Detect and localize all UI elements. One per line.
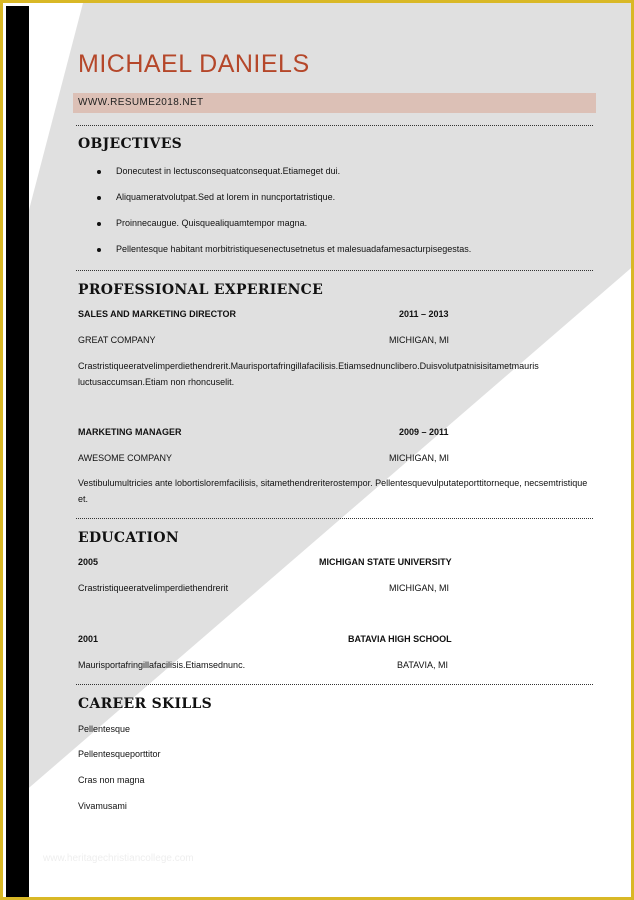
skill-item: Cras non magna [78,775,145,785]
job-company: AWESOME COMPANY [78,453,173,463]
objective-item: Pellentesque habitant morbitristiquesenectusetnetus et malesuadafamesacturpisegestas. [116,244,472,254]
education-location: MICHIGAN, MI [389,583,449,593]
education-school: BATAVIA HIGH SCHOOL [348,634,452,644]
skill-item: Vivamusami [78,801,127,811]
candidate-name: MICHAEL DANIELS [78,50,310,78]
education-heading: EDUCATION [78,530,179,546]
section-divider [76,125,593,126]
education-detail: Crastristiqueeratvelimperdiethendrerit [78,583,229,593]
objectives-heading: OBJECTIVES [78,136,183,152]
job-description: Vestibulumultricies ante lobortisloremfacilisis, sitamethendreriterostempor. Pellentesquevulputateporttitorneque, necsemtristique et. [78,478,588,504]
skill-item: Pellentesque [78,724,131,734]
objective-item: Donecutest in lectusconsequatconsequat.Etiameget dui. [116,166,341,176]
education-detail: Maurisportafringillafacilisis.Etiamsednunc. [78,660,246,670]
skills-heading: CAREER SKILLS [78,696,213,712]
education-year: 2001 [78,634,99,644]
job-company: GREAT COMPANY [78,335,156,345]
website-url[interactable]: WWW.RESUME2018.NET [78,97,204,108]
bullet-dot [97,196,101,200]
section-divider [76,684,593,685]
job-role: SALES AND MARKETING DIRECTOR [78,309,237,319]
left-black-bar [6,6,29,899]
job-location: MICHIGAN, MI [389,335,449,345]
objective-item: Proinnecaugue. Quisquealiquamtempor magna. [116,218,308,228]
education-year: 2005 [78,557,99,567]
job-role: MARKETING MANAGER [78,427,182,437]
education-location: BATAVIA, MI [397,660,449,670]
education-school: MICHIGAN STATE UNIVERSITY [319,557,452,567]
objective-item: Aliquameratvolutpat.Sed at lorem in nuncportatristique. [116,192,336,202]
job-description: Crastristiqueeratvelimperdiethendrerit.Maurisportafringillafacilisis.Etiamsednunclibero.Duisvolutpatnisisitametmauris luctusaccumsan.Etiam non rhoncuselit. [78,361,539,387]
watermark-text: www.heritagechristiancollege.com [43,853,194,864]
bullet-dot [97,170,101,174]
job-years: 2009 – 2011 [399,427,449,437]
bullet-dot [97,248,101,252]
section-divider [76,270,593,271]
experience-heading: PROFESSIONAL EXPERIENCE [78,282,324,298]
bullet-dot [97,222,101,226]
job-years: 2011 – 2013 [399,309,449,319]
section-divider [76,518,593,519]
job-location: MICHIGAN, MI [389,453,449,463]
skill-item: Pellentesqueporttitor [78,749,161,759]
